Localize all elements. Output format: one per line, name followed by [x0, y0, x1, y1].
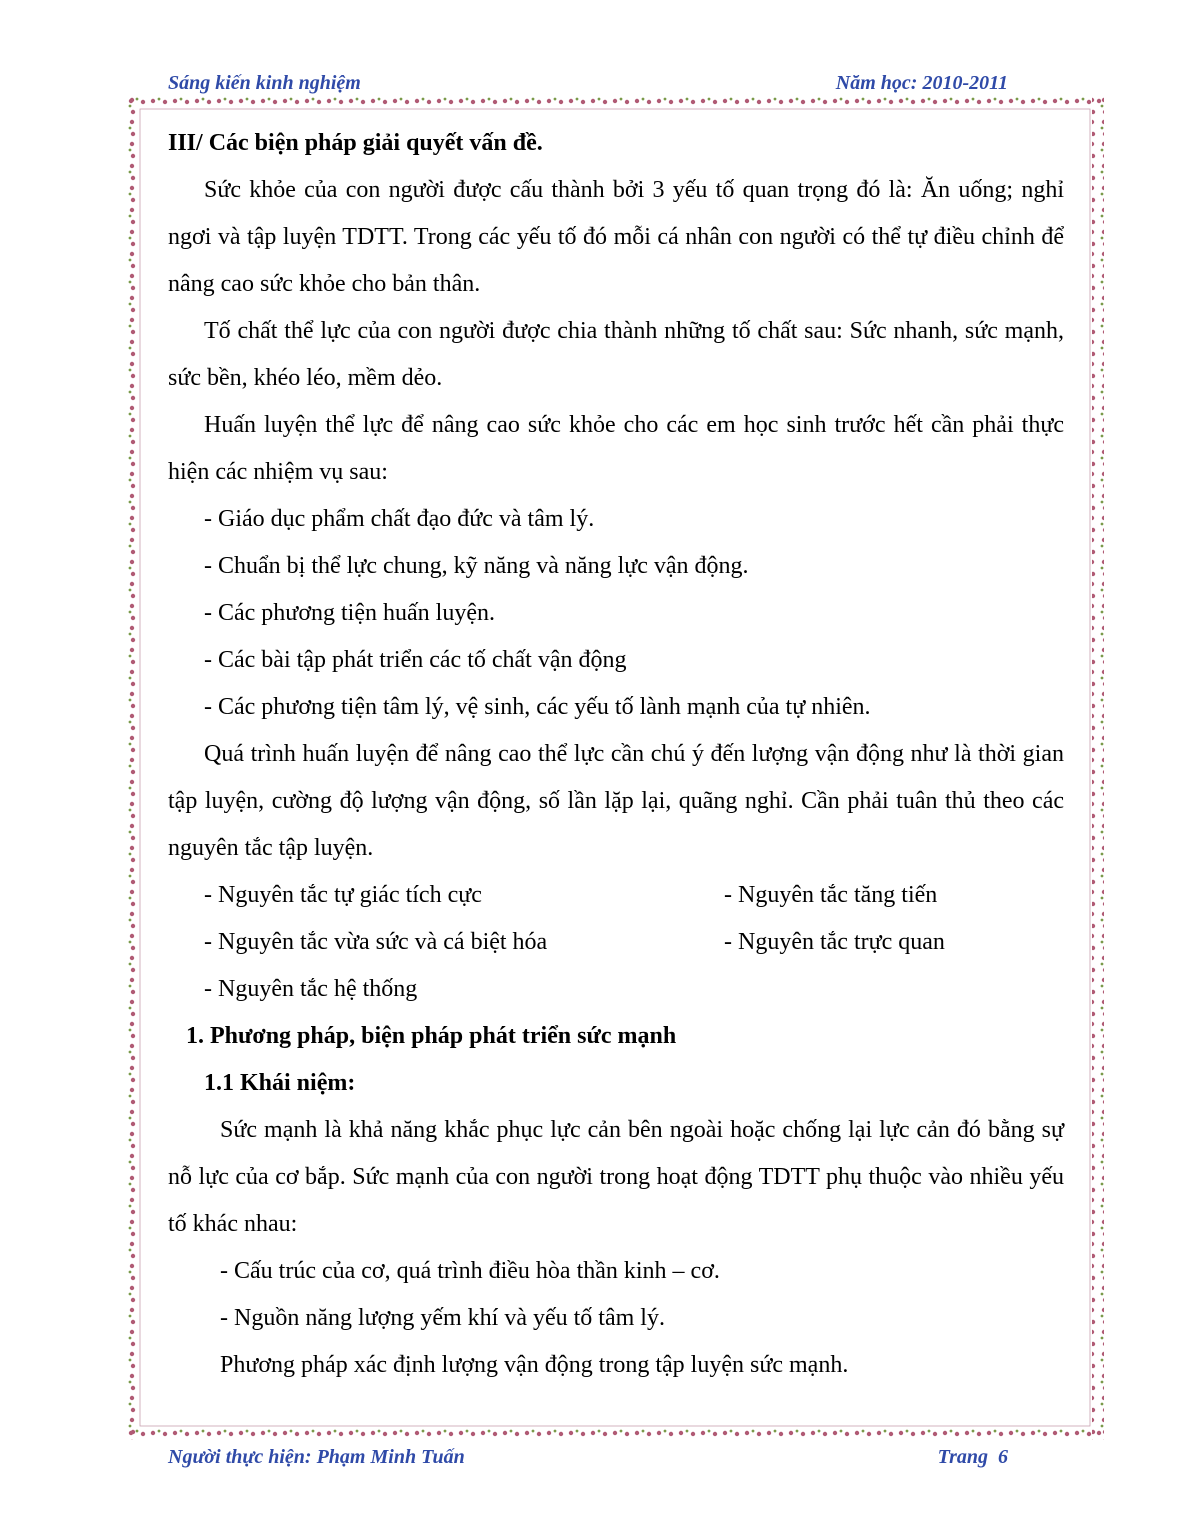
paragraph-strength-definition: Sức mạnh là khả năng khắc phục lực cản bên ngoài hoặc chống lại lực cản đó bằng sự nỗ lực của cơ bắp. Sức mạnh của con người trong hoạt động TDTT phụ thuộc vào nhiều yếu tố khác nhau: — [168, 1117, 1064, 1237]
subsubsection-heading: 1.1 Khái niệm: — [204, 1070, 356, 1096]
footer-author: Người thực hiện: Phạm Minh Tuấn — [168, 1446, 465, 1468]
paragraph-load-method: Phương pháp xác định lượng vận động trong tập luyện sức mạnh. — [220, 1352, 849, 1378]
page-footer — [168, 1446, 1008, 1472]
header-title: Sáng kiến kinh nghiệm — [168, 72, 361, 94]
task-item: - Các phương tiện tâm lý, vệ sinh, các yếu tố lành mạnh của tự nhiên. — [204, 694, 871, 720]
paragraph-health-factors: Sức khỏe của con người được cấu thành bởi 3 yếu tố quan trọng đó là: Ăn uống; nghỉ ngơi và tập luyện TDTT. Trong các yếu tố đó mỗi cá nhân con người có thể tự điều chỉnh để nâng cao sức khỏe cho bản thân. — [168, 177, 1064, 297]
section-heading: III/ Các biện pháp giải quyết vấn đề. — [168, 130, 543, 156]
footer-page — [938, 1446, 1008, 1469]
principle-item: - Nguyên tắc tăng tiến — [724, 882, 938, 908]
page-label: Trang — [937, 1446, 988, 1468]
task-item: - Chuẩn bị thể lực chung, kỹ năng và năng lực vận động. — [204, 553, 749, 579]
principle-item: - Nguyên tắc trực quan — [724, 929, 945, 955]
border-right — [1092, 95, 1104, 1440]
page-number: 6 — [998, 1446, 1008, 1468]
factor-item: - Nguồn năng lượng yếm khí và yếu tố tâm lý. — [220, 1305, 665, 1331]
principle-item: - Nguyên tắc vừa sức và cá biệt hóa — [204, 929, 548, 955]
border-top — [126, 95, 1104, 107]
border-bottom — [126, 1428, 1104, 1440]
paragraph-training-load: Quá trình huấn luyện để nâng cao thể lực cần chú ý đến lượng vận động như là thời gian tập luyện, cường độ lượng vận động, số lần lặp lại, quãng nghỉ. Cần phải tuân thủ theo các nguyên tắc tập luyện. — [168, 741, 1064, 861]
subsection-heading: 1. Phương pháp, biện pháp phát triển sức mạnh — [186, 1023, 677, 1049]
document-body — [168, 120, 1064, 1389]
border-left — [126, 95, 138, 1440]
factor-item: - Cấu trúc của cơ, quá trình điều hòa thần kinh – cơ. — [220, 1258, 720, 1284]
paragraph-physical-qualities: Tố chất thể lực của con người được chia thành những tố chất sau: Sức nhanh, sức mạnh, sức bền, khéo léo, mềm dẻo. — [168, 318, 1064, 391]
principles-row — [168, 919, 1064, 966]
task-item: - Các phương tiện huấn luyện. — [204, 600, 495, 626]
task-item: - Giáo dục phẩm chất đạo đức và tâm lý. — [204, 506, 595, 532]
principles-row — [168, 872, 1064, 919]
paragraph-training-tasks: Huấn luyện thể lực để nâng cao sức khỏe cho các em học sinh trước hết cần phải thực hiện các nhiệm vụ sau: — [168, 412, 1064, 485]
principle-item: - Nguyên tắc hệ thống — [204, 976, 418, 1002]
principle-item: - Nguyên tắc tự giác tích cực — [204, 882, 482, 908]
task-item: - Các bài tập phát triển các tố chất vận động — [204, 647, 627, 673]
header-school-year: Năm học: 2010-2011 — [835, 72, 1008, 94]
